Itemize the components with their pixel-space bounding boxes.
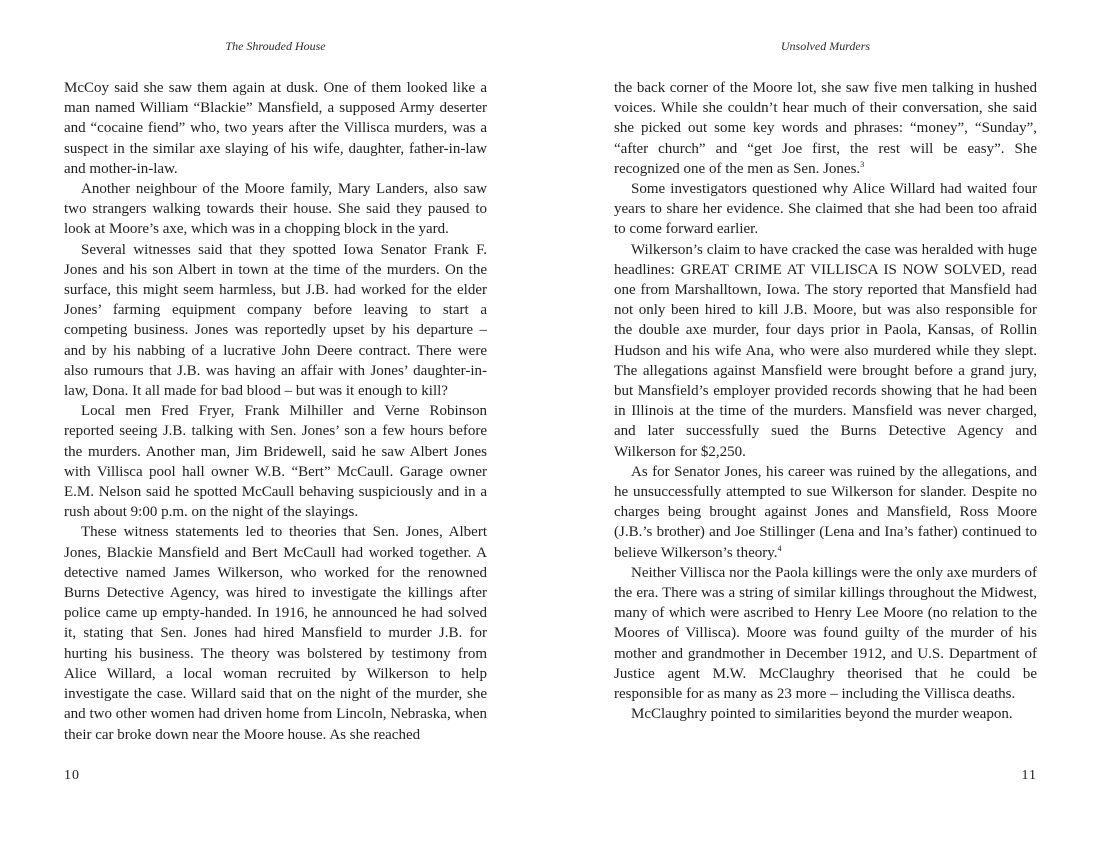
- paragraph: Wilkerson’s claim to have cracked the case was heralded with huge headlines: GREAT CRIME AT VILLISCA IS NOW SOLVED, read one from Marshalltown, Iowa. The story reported that Mansfield had not only been hired to kill J.B. Moore, but was also responsible for the double axe murder, four days prior in Paola, Kansas, of Rollin Hudson and his wife Ana, who were also murdered while they slept. The allegations against Mansfield were brought before a grand jury, but Mansfield’s employer provided records showing that he had been in Illinois at the time of the murders. Mansfield was never charged, and later successfully sued the Burns Detective Agency and Wilkerson for $2,250.: [614, 241, 1037, 460]
- paragraph: McCoy said she saw them again at dusk. One of them looked like a man named William “Blackie” Mansfield, a supposed Army deserter and “cocaine fiend” who, two years after the Villisca murders, was a suspect in the similar axe slaying of his wife, daughter, father-in-law and mother-in-law.: [64, 80, 487, 177]
- right-running-head: Unsolved Murders: [780, 39, 871, 53]
- footnote-marker: 4: [777, 543, 782, 553]
- left-page: [64, 0, 487, 844]
- page-number: 10: [64, 768, 80, 783]
- left-body-text: [64, 78, 487, 745]
- paragraph: Another neighbour of the Moore family, Mary Landers, also saw two strangers walking towards their house. She said they paused to look at Moore’s axe, which was in a chopping block in the yard.: [64, 181, 487, 238]
- paragraph: Local men Fred Fryer, Frank Milhiller and Verne Robinson reported seeing J.B. talking with Sen. Jones’ son a few hours before the murders. Another man, Jim Bridewell, said he saw Albert Jones with Villisca pool hall owner W.B. “Bert” McCaull. Garage owner E.M. Nelson said he spotted McCaull behaving suspiciously and in a rush about 9:00 p.m. on the night of the slayings.: [64, 403, 487, 521]
- paragraph: Several witnesses said that they spotted Iowa Senator Frank F. Jones and his son Albert in town at the time of the murders. On the surface, this might seem harmless, but J.B. had worked for the elder Jones’ farming equipment company before leaving to start a competing business. Jones was reportedly upset by his departure – and by his nabbing of a lucrative John Deere contract. There were also rumours that J.B. was having an affair with Jones’ daughter-in-law, Dona. It all made for bad blood – but was it enough to kill?: [64, 241, 487, 400]
- paragraph: Neither Villisca nor the Paola killings were the only axe murders of the era. There was a string of similar killings throughout the Midwest, many of which were ascribed to Henry Lee Moore (no relation to the Moores of Villisca). Moore was found guilty of the murder of his mother and grandmother in December 1912, and U.S. Department of Justice agent M.W. McClaughry theorised that he could be responsible for as many as 23 more – including the Villisca deaths.: [614, 564, 1037, 703]
- paragraph: [614, 462, 1037, 563]
- paragraph: Some investigators questioned why Alice Willard had waited four years to share her evidence. She claimed that she had been too afraid to come forward earlier.: [614, 181, 1037, 238]
- paragraph: [614, 78, 1037, 179]
- paragraph: These witness statements led to theories that Sen. Jones, Albert Jones, Blackie Mansfield and Bert McCaull had worked together. A detective named James Wilkerson, who worked for the renowned Burns Detective Agency, was hired to investigate the killings after police came up empty-handed. In 1916, he announced he had solved it, stating that Sen. Jones had hired Mansfield to murder J.B. for hurting his business. The theory was bolstered by testimony from Alice Willard, a local woman recruited by Wilkerson to help investigate the case. Willard said that on the night of the murder, she and two other women had driven home from Lincoln, Nebraska, when their car broke down near the Moore house. As she reached: [64, 524, 487, 743]
- left-running-head: The Shrouded House: [225, 39, 326, 53]
- paragraph: McClaughry pointed to similarities beyond the murder weapon.: [631, 706, 1013, 723]
- paragraph-text: As for Senator Jones, his career was ruined by the allegations, and he unsuccessfully attempted to sue Wilkerson for slander. Despite no charges being brought against Jones and Mansfield, Ross Moore (J.B.’s brother) and Joe Stillinger (Lena and Ina’s father) continued to believe Wilkerson’s theory.: [614, 463, 1037, 561]
- right-page: [614, 0, 1037, 844]
- footnote-marker: 3: [860, 159, 865, 169]
- right-body-text: [614, 78, 1037, 725]
- page-number: 11: [1021, 768, 1037, 783]
- paragraph-text: the back corner of the Moore lot, she saw five men talking in hushed voices. While she couldn’t hear much of their conversation, she said she picked out some key words and phrases: “money”, “Sunday”, “after church” and “get Joe first, the rest will be easy”. She recognized one of the men as Sen. Jones.: [614, 80, 1037, 177]
